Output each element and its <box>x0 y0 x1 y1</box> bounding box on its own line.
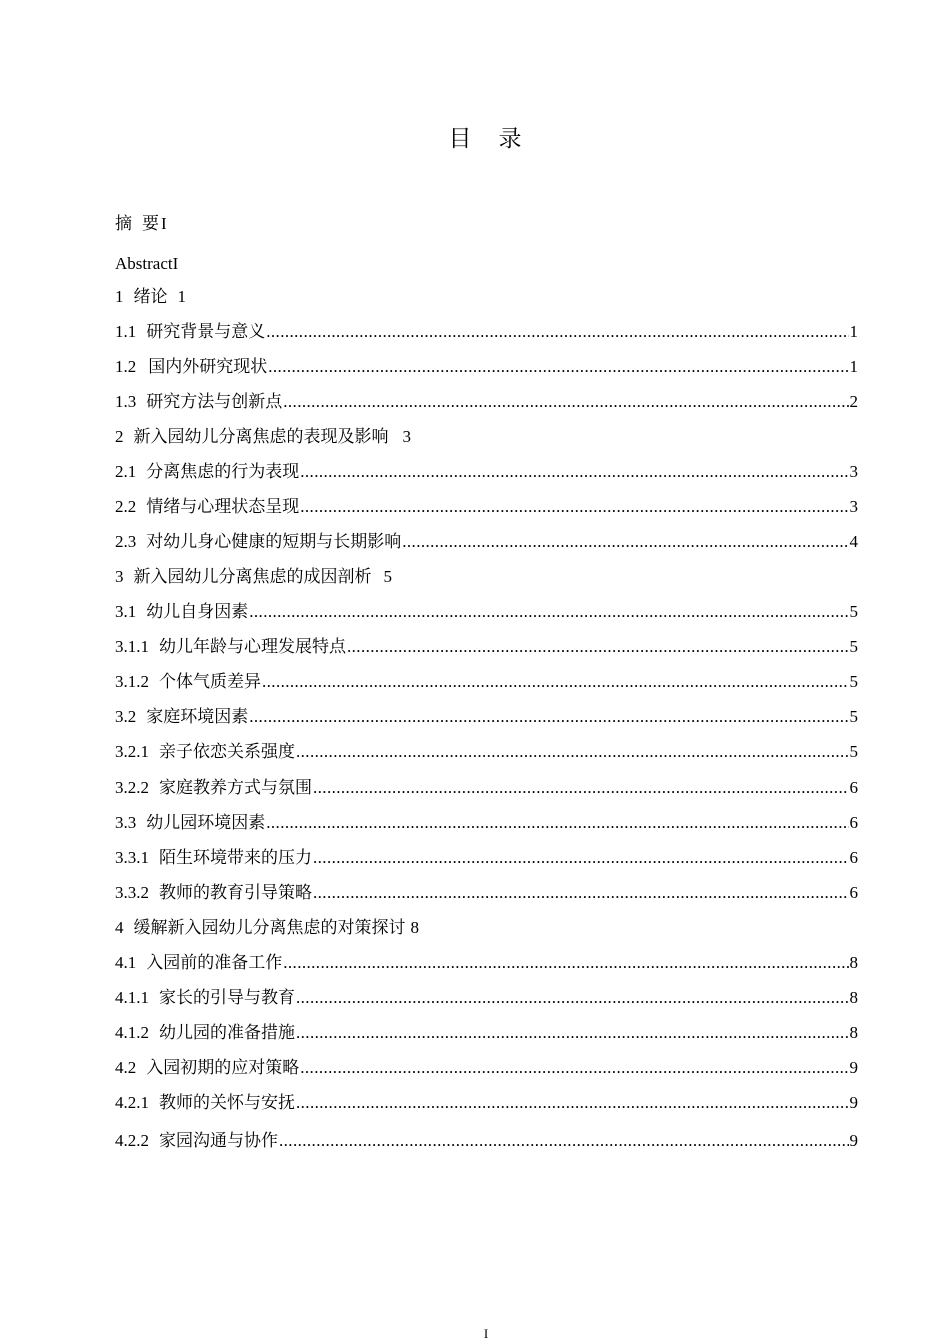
toc-entry-page: 3 <box>849 462 858 481</box>
toc-entry-page: 3 <box>849 497 858 516</box>
toc-entry-title: 要 <box>142 214 159 233</box>
toc-entry-title: 教师的关怀与安抚 <box>159 1093 295 1112</box>
toc-entry-section[interactable] <box>115 1057 858 1079</box>
toc-entry-subsection[interactable] <box>115 987 858 1009</box>
toc-leader-dots <box>262 671 849 693</box>
toc-entry-title: 幼儿年龄与心理发展特点 <box>159 637 346 656</box>
toc-entry-page: I <box>161 214 167 233</box>
toc-entry-page: 5 <box>849 602 858 621</box>
toc-entry-chapter-2[interactable] <box>115 426 858 448</box>
toc-entry-number: 1.1 <box>115 322 137 341</box>
toc-entry-section[interactable] <box>115 496 858 518</box>
toc-entry-title: 教师的教育引导策略 <box>159 883 312 902</box>
toc-entry-title: 国内外研究现状 <box>148 357 268 376</box>
toc-entry-subsection[interactable] <box>115 741 858 763</box>
toc-leader-dots <box>268 356 848 378</box>
toc-entry-title: 情绪与心理状态呈现 <box>146 497 300 516</box>
toc-entry-title: 分离焦虑的行为表现 <box>146 462 300 481</box>
toc-entry-page: 4 <box>849 532 858 551</box>
toc-entry-page: 5 <box>849 707 858 726</box>
toc-entry-title: 家园沟通与协作 <box>159 1131 278 1150</box>
toc-entry-page: 5 <box>849 672 858 691</box>
toc-leader-dots <box>300 496 848 518</box>
toc-entry-page: 6 <box>849 778 858 797</box>
toc-leader-dots <box>300 1057 848 1079</box>
toc-leader-dots <box>296 741 849 763</box>
toc-entry-section[interactable] <box>115 321 858 343</box>
toc-entry-page: 5 <box>849 637 858 656</box>
toc-leader-dots <box>402 531 848 553</box>
toc-entry-section[interactable] <box>115 531 858 553</box>
toc-entry-title: 家庭环境因素 <box>146 707 249 726</box>
toc-entry-number: 2 <box>115 427 124 446</box>
toc-entry-subsection[interactable] <box>115 777 858 799</box>
toc-entry-subsection[interactable] <box>115 1130 858 1152</box>
toc-entry-title: 家庭教养方式与氛围 <box>159 778 312 797</box>
toc-entry-section[interactable] <box>115 391 858 413</box>
toc-entry-title: 幼儿自身因素 <box>146 602 249 621</box>
toc-entry-number: 3.2 <box>115 707 137 726</box>
toc-leader-dots <box>296 987 849 1009</box>
toc-entry-page: 1 <box>849 357 858 376</box>
toc-entry-number: 4.1 <box>115 953 137 972</box>
toc-entry-number: 2.2 <box>115 497 137 516</box>
toc-entry-number: 4.2 <box>115 1058 137 1077</box>
toc-entry-section[interactable] <box>115 706 858 728</box>
toc-entry-subsection[interactable] <box>115 847 858 869</box>
toc-leader-dots <box>266 812 848 834</box>
toc-entry-page: 1 <box>849 322 858 341</box>
toc-entry-number: 3.2.2 <box>115 778 149 797</box>
toc-entry-title: 新入园幼儿分离焦虑的表现及影响 <box>133 427 389 446</box>
toc-leader-dots <box>266 321 848 343</box>
toc-entry-title: 个体气质差异 <box>159 672 261 691</box>
toc-entry-page: 8 <box>849 1023 858 1042</box>
toc-entry-number: 3.3.1 <box>115 848 149 867</box>
toc-entry-title: 对幼儿身心健康的短期与长期影响 <box>146 532 402 551</box>
toc-entry-section[interactable] <box>115 461 858 483</box>
toc-entry-number: 1 <box>115 287 124 306</box>
toc-entry-number: 3 <box>115 567 124 586</box>
toc-entry-chapter-3[interactable] <box>115 566 858 588</box>
toc-leader-dots <box>296 1022 849 1044</box>
toc-entry-abstract-cn[interactable] <box>115 213 858 235</box>
toc-entry-number: 3.3.2 <box>115 883 149 902</box>
toc-leader-dots <box>296 1092 849 1114</box>
toc-entry-page: 6 <box>849 848 858 867</box>
toc-entry-abstract-en[interactable] <box>115 253 858 275</box>
toc-leader-dots <box>347 636 849 658</box>
toc-entry-number: 2.3 <box>115 532 137 551</box>
toc-entry-number: 3.2.1 <box>115 742 149 761</box>
toc-entry-page: 5 <box>383 567 392 586</box>
toc-entry-page: 6 <box>849 813 858 832</box>
toc-entry-title: 入园前的准备工作 <box>146 953 283 972</box>
toc-entry-section[interactable] <box>115 952 858 974</box>
toc-entry-page: 8 <box>849 953 858 972</box>
toc-entry-title: 幼儿园环境因素 <box>146 813 266 832</box>
toc-entry-page: I <box>172 254 179 273</box>
toc-entry-number: 3.1 <box>115 602 137 621</box>
toc-entry-number: 4.1.2 <box>115 1023 149 1042</box>
toc-entry-chapter-1[interactable] <box>115 286 858 308</box>
toc-entry-subsection[interactable] <box>115 636 858 658</box>
toc-leader-dots <box>249 601 848 623</box>
toc-entry-subsection[interactable] <box>115 1092 858 1114</box>
toc-entry-page: 6 <box>849 883 858 902</box>
toc-entry-page: 9 <box>849 1093 858 1112</box>
toc-entry-title: 绪论 <box>133 287 168 306</box>
toc-entry-number: 2.1 <box>115 462 137 481</box>
toc-entry-section[interactable] <box>115 601 858 623</box>
toc-entry-page: 8 <box>849 988 858 1007</box>
toc-entry-number: 4.2.2 <box>115 1131 149 1150</box>
toc-entry-number: 4.1.1 <box>115 988 149 1007</box>
toc-entry-page: 2 <box>849 392 858 411</box>
toc-leader-dots <box>283 952 848 974</box>
toc-entry-number: 摘 <box>115 214 132 233</box>
toc-entry-page: 3 <box>402 427 411 446</box>
page-title: 目 录 <box>448 126 524 152</box>
toc-entry-title: 研究背景与意义 <box>146 322 266 341</box>
toc-entry-page: 9 <box>849 1131 858 1150</box>
toc-leader-dots <box>300 461 848 483</box>
toc-entry-title: 新入园幼儿分离焦虑的成因剖析 <box>133 567 372 586</box>
toc-entry-title: 亲子依恋关系强度 <box>159 742 295 761</box>
toc-leader-dots <box>313 847 849 869</box>
toc-entry-number: 3.3 <box>115 813 137 832</box>
toc-entry-subsection[interactable] <box>115 882 858 904</box>
toc-leader-dots <box>313 777 849 799</box>
toc-entry-title: 幼儿园的准备措施 <box>159 1023 295 1042</box>
toc-entry-chapter-4[interactable] <box>115 917 858 939</box>
toc-entry-title: 缓解新入园幼儿分离焦虑的对策探讨 <box>133 918 406 937</box>
toc-entry-number: 4.2.1 <box>115 1093 149 1112</box>
toc-entry-title: 陌生环境带来的压力 <box>159 848 312 867</box>
toc-entry-subsection[interactable] <box>115 1022 858 1044</box>
toc-leader-dots <box>279 1130 849 1152</box>
toc-entry-title: 入园初期的应对策略 <box>146 1058 300 1077</box>
toc-leader-dots <box>283 391 848 413</box>
toc-entry-number: 3.1.2 <box>115 672 149 691</box>
toc-entry-title: 家长的引导与教育 <box>159 988 295 1007</box>
toc-entry-section[interactable] <box>115 356 858 378</box>
toc-entry-page: 1 <box>177 287 186 306</box>
toc-entry-section[interactable] <box>115 812 858 834</box>
page-number: I <box>483 1326 489 1341</box>
toc-entry-title: 研究方法与创新点 <box>146 392 283 411</box>
toc-leader-dots <box>313 882 849 904</box>
toc-entry-page: 9 <box>849 1058 858 1077</box>
toc-entry-number: 1.3 <box>115 392 137 411</box>
toc-entry-page: 8 <box>410 918 419 937</box>
toc-entry-title: Abstract <box>115 254 173 273</box>
toc-leader-dots <box>249 706 848 728</box>
toc-entry-number: 3.1.1 <box>115 637 149 656</box>
toc-entry-subsection[interactable] <box>115 671 858 693</box>
toc-entry-number: 4 <box>115 918 124 937</box>
toc-entry-number: 1.2 <box>115 357 137 376</box>
toc-entry-page: 5 <box>849 742 858 761</box>
